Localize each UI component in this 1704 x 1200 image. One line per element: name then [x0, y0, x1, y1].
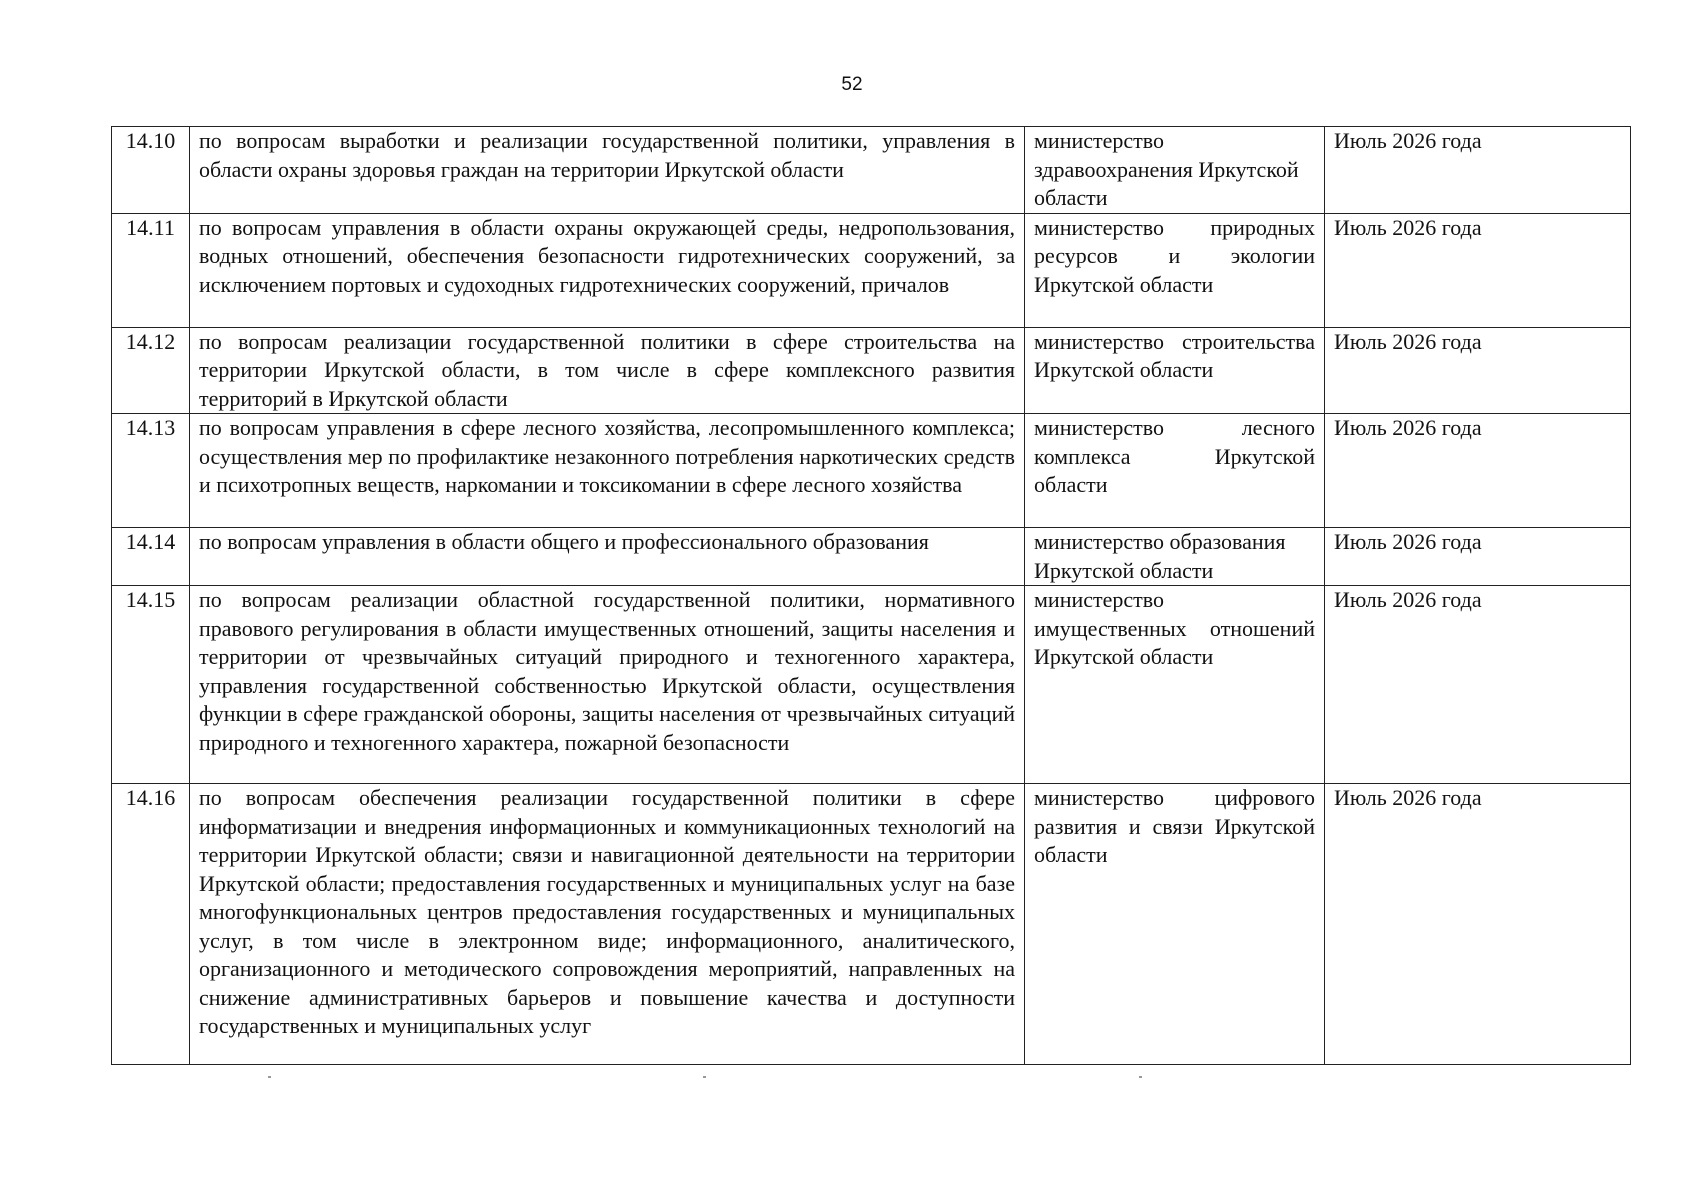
row-term: Июль 2026 года: [1325, 586, 1631, 784]
row-description: по вопросам выработки и реализации государственной политики, управления в области охраны здоровья граждан на территории Иркутской области: [190, 127, 1025, 214]
row-term: Июль 2026 года: [1325, 213, 1631, 327]
scan-speck: [1139, 1076, 1142, 1078]
ministry-text: министерство здравоохранения Иркутской области: [1034, 128, 1299, 210]
row-number: 14.14: [112, 528, 190, 586]
table-row: [112, 784, 1631, 1065]
table-row: [112, 528, 1631, 586]
row-number: 14.11: [112, 213, 190, 327]
row-term: Июль 2026 года: [1325, 127, 1631, 214]
row-number: 14.12: [112, 327, 190, 414]
row-number: 14.15: [112, 586, 190, 784]
row-term: Июль 2026 года: [1325, 784, 1631, 1065]
table-row: [112, 327, 1631, 414]
measures-table: [111, 126, 1631, 1065]
row-term: Июль 2026 года: [1325, 528, 1631, 586]
row-number: 14.13: [112, 414, 190, 528]
row-ministry: [1025, 127, 1325, 214]
row-ministry: [1025, 213, 1325, 327]
row-description: по вопросам реализации областной государственной политики, нормативного правового регулирования в области имущественных отношений, защиты населения и территории от чрезвычайных ситуаций природного и техногенного характера, управления государственной собственностью Иркутской области, осуществления функции в сфере гражданской обороны, защиты населения от чрезвычайных ситуаций природного и техногенного характера, пожарной безопасности: [190, 586, 1025, 784]
ministry-text: министерство цифрового развития и связи Иркутской области: [1034, 785, 1315, 867]
row-description: по вопросам управления в сфере лесного хозяйства, лесопромышленного комплекса; осуществления мер по профилактике незаконного потребления наркотических средств и психотропных веществ, наркомании и токсикомании в сфере лесного хозяйства: [190, 414, 1025, 528]
scan-speck: [703, 1076, 706, 1078]
ministry-text: министерство образования Иркутской области: [1034, 529, 1286, 583]
table-row: [112, 414, 1631, 528]
row-ministry: [1025, 784, 1325, 1065]
row-number: 14.10: [112, 127, 190, 214]
row-description: по вопросам реализации государственной политики в сфере строительства на территории Иркутской области, в том числе в сфере комплексного развития территорий в Иркутской области: [190, 327, 1025, 414]
row-term: Июль 2026 года: [1325, 414, 1631, 528]
row-number: 14.16: [112, 784, 190, 1065]
table-row: [112, 213, 1631, 327]
row-ministry: [1025, 414, 1325, 528]
table-row: [112, 127, 1631, 214]
row-ministry: [1025, 528, 1325, 586]
ministry-text: министерство лесного комплекса Иркутской области: [1034, 415, 1315, 497]
ministry-text: министерство строительства Иркутской области: [1034, 328, 1315, 382]
row-description: по вопросам обеспечения реализации государственной политики в сфере информатизации и внедрения информационных и коммуникационных технологий на территории Иркутской области; связи и навигационной деятельности на территории Иркутской области; предоставления государственных и муниципальных услуг на базе многофункциональных центров предоставления государственных и муниципальных услуг, в том числе в электронном виде; информационного, аналитического, организационного и методического сопровождения мероприятий, направленных на снижение административных барьеров и повышение качества и доступности государственных и муниципальных услуг: [190, 784, 1025, 1065]
row-description: по вопросам управления в области охраны окружающей среды, недропользования, водных отношений, обеспечения безопасности гидротехнических сооружений, за исключением портовых и судоходных гидротехнических сооружений, причалов: [190, 213, 1025, 327]
scan-speck: [268, 1076, 271, 1078]
row-ministry: [1025, 327, 1325, 414]
ministry-text: министерство природных ресурсов и экологии Иркутской области: [1034, 214, 1315, 297]
row-description: по вопросам управления в области общего и профессионального образования: [190, 528, 1025, 586]
ministry-text: министерство имущественных отношений Иркутской области: [1034, 587, 1315, 669]
row-ministry: [1025, 586, 1325, 784]
page-number: 52: [841, 74, 863, 95]
row-term: Июль 2026 года: [1325, 327, 1631, 414]
table-row: [112, 586, 1631, 784]
